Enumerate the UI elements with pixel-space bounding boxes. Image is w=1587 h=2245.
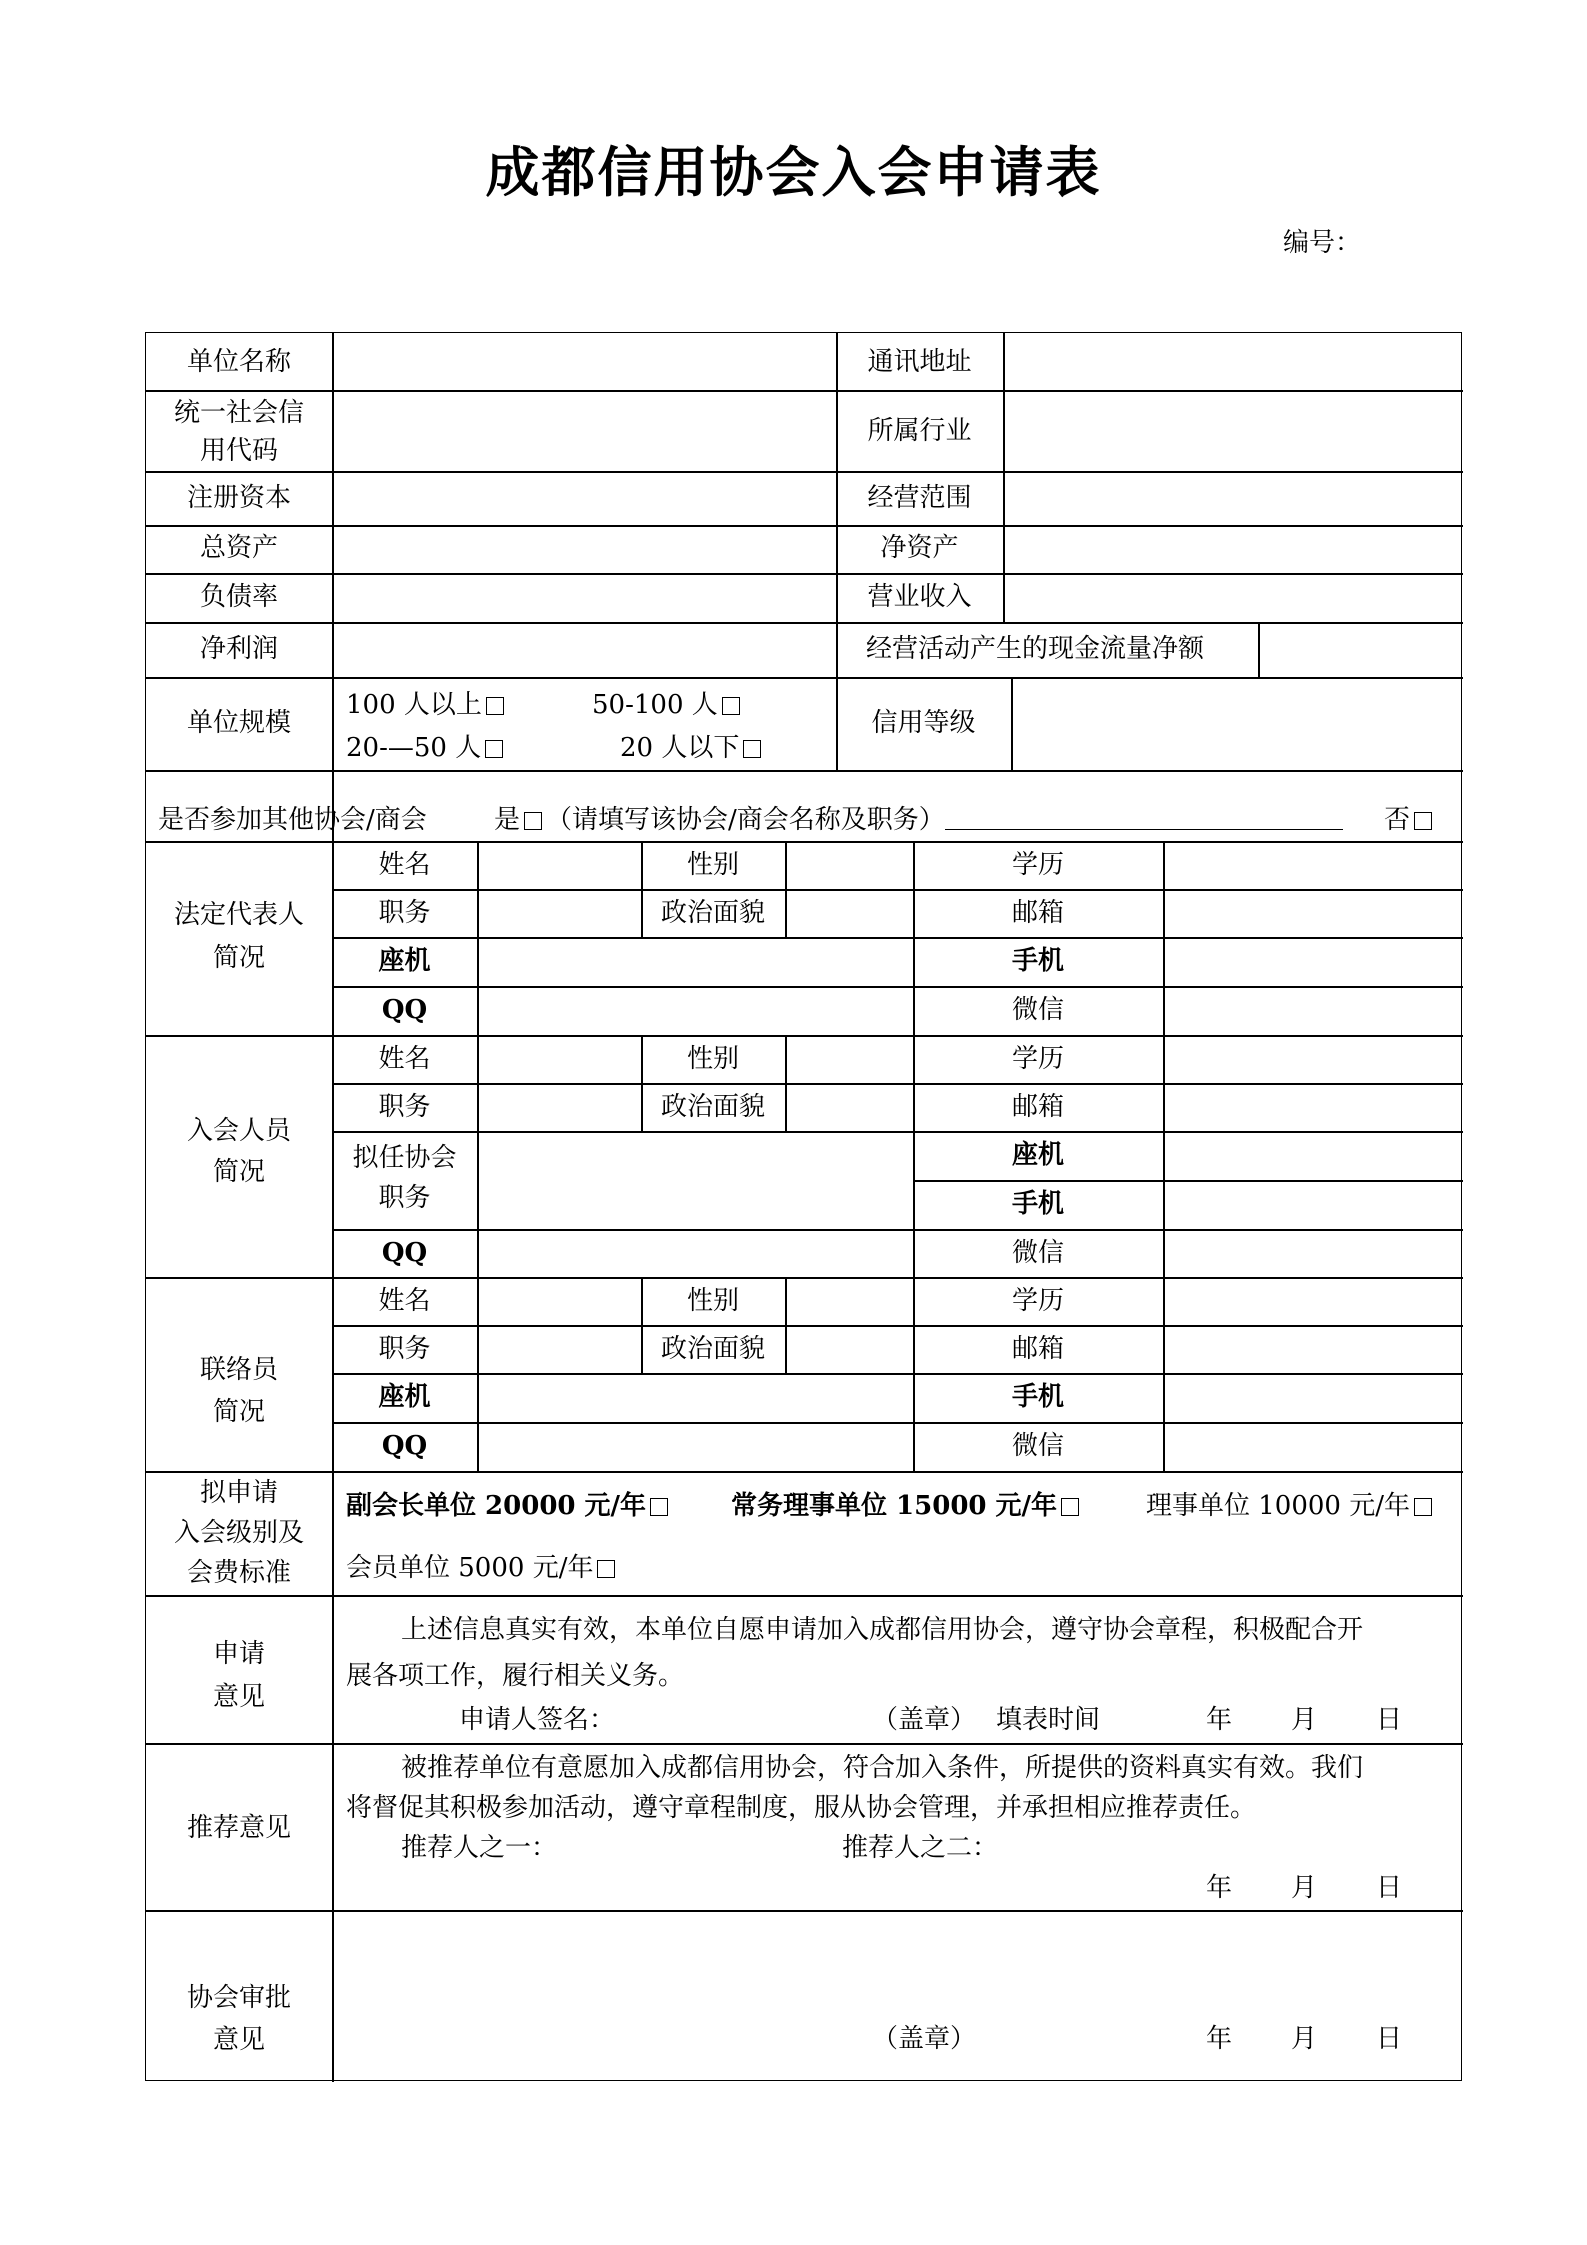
row-divider (332, 1325, 1463, 1327)
row-divider (332, 1229, 1463, 1231)
application-label-line2: 意见 (212, 1682, 265, 1712)
fill-time-label: 填表时间 (996, 1705, 1101, 1735)
membership-label-line1: 拟申请 (199, 1478, 278, 1508)
position-label: 职务 (378, 1092, 431, 1122)
year-label: 年 (1206, 1705, 1233, 1735)
day-label: 日 (1376, 1705, 1403, 1735)
row-divider (146, 622, 1463, 624)
email-label: 邮箱 (1011, 1092, 1064, 1122)
form-title: 成都信用协会入会申请表 (485, 140, 1102, 204)
position-label: 职务 (378, 1334, 431, 1364)
wechat-label: 微信 (1011, 1431, 1064, 1461)
political-label: 政治面貌 (660, 1092, 765, 1122)
landline-label: 座机 (1011, 1140, 1064, 1170)
column-divider (1163, 841, 1165, 1471)
landline-label: 座机 (378, 1382, 431, 1412)
row-divider (146, 677, 1463, 679)
checkbox[interactable] (485, 740, 503, 758)
industry-label: 所属行业 (867, 416, 972, 446)
month-label: 月 (1291, 2024, 1318, 2054)
row-divider (332, 986, 1463, 988)
total-assets-label: 总资产 (199, 533, 278, 563)
application-text-line1: 上述信息真实有效，本单位自愿申请加入成都信用协会，遵守协会章程，积极配合开 (401, 1615, 1364, 1645)
row-divider (332, 1131, 1463, 1133)
row-divider (146, 390, 1463, 392)
year-label: 年 (1206, 2024, 1233, 2054)
credit-rating-label: 信用等级 (871, 708, 976, 738)
wechat-label: 微信 (1011, 1238, 1064, 1268)
cash-flow-label: 经营活动产生的现金流量净额 (866, 634, 1205, 664)
membership-label-line3: 会费标准 (186, 1558, 291, 1588)
credit-code-label-line1: 统一社会信 (173, 398, 304, 428)
checkbox[interactable] (597, 1560, 615, 1578)
month-label: 月 (1291, 1873, 1318, 1903)
column-divider (1258, 622, 1260, 677)
membership-member[interactable]: 会员单位 5000 元/年 (346, 1551, 619, 1585)
unit-name-label: 单位名称 (186, 347, 291, 377)
member-label-line1: 入会人员 (186, 1116, 291, 1146)
mobile-label: 手机 (1011, 946, 1064, 976)
row-divider (146, 1743, 1463, 1745)
membership-vice-president[interactable]: 副会长单位 20000 元/年 (346, 1489, 672, 1523)
row-divider (146, 1910, 1463, 1912)
education-label: 学历 (1011, 1286, 1064, 1316)
registered-capital-label: 注册资本 (186, 483, 291, 513)
serial-number-label: 编号： (1283, 228, 1362, 258)
checkbox[interactable] (1414, 812, 1432, 830)
net-profit-label: 净利润 (199, 634, 278, 664)
row-divider (146, 1471, 1463, 1473)
member-label-line2: 简况 (212, 1157, 265, 1187)
row-divider (332, 889, 1463, 891)
recommender2-label: 推荐人之二： (842, 1833, 999, 1863)
scale-option-100-plus[interactable]: 100 人以上 (346, 688, 508, 722)
address-label: 通讯地址 (867, 347, 972, 377)
applicant-signature-label: 申请人签名： (459, 1705, 616, 1735)
approval-label-line1: 协会审批 (186, 1983, 291, 2013)
seal-label: （盖章） (872, 1705, 977, 1735)
proposed-position-label-line1: 拟任协会 (352, 1143, 457, 1173)
debt-ratio-label: 负债率 (199, 582, 278, 612)
year-label: 年 (1206, 1873, 1233, 1903)
contact-label-line2: 简况 (212, 1397, 265, 1427)
checkbox[interactable] (486, 697, 504, 715)
assoc-name-blank[interactable] (945, 807, 1343, 830)
application-text-line2: 展各项工作，履行相关义务。 (346, 1661, 685, 1691)
application-label-line1: 申请 (212, 1639, 265, 1669)
qq-label: QQ (381, 1238, 428, 1268)
landline-label: 座机 (378, 946, 431, 976)
column-divider (785, 1035, 787, 1132)
month-label: 月 (1291, 1705, 1318, 1735)
contact-label-line1: 联络员 (199, 1355, 278, 1385)
row-divider (146, 1035, 1463, 1037)
education-label: 学历 (1011, 850, 1064, 880)
row-divider (913, 1180, 1463, 1182)
membership-director[interactable]: 理事单位 10000 元/年 (1146, 1489, 1436, 1523)
recommend-text-line2: 将督促其积极参加活动，遵守章程制度，服从协会管理，并承担相应推荐责任。 (346, 1793, 1257, 1823)
mobile-label: 手机 (1011, 1189, 1064, 1219)
seal-label: （盖章） (872, 2024, 977, 2054)
checkbox[interactable] (1414, 1498, 1432, 1516)
political-label: 政治面貌 (660, 898, 765, 928)
checkbox[interactable] (1061, 1498, 1079, 1516)
row-divider (332, 1083, 1463, 1085)
gender-label: 性别 (686, 1044, 739, 1074)
email-label: 邮箱 (1011, 1334, 1064, 1364)
row-divider (146, 525, 1463, 527)
row-divider (332, 937, 1463, 939)
column-divider (477, 841, 479, 1471)
scale-option-20-50[interactable]: 20-—50 人 (346, 731, 507, 765)
name-label: 姓名 (378, 850, 431, 880)
position-label: 职务 (378, 898, 431, 928)
column-divider (785, 841, 787, 938)
recommender1-label: 推荐人之一： (401, 1833, 558, 1863)
row-divider (146, 573, 1463, 575)
recommend-label: 推荐意见 (186, 1813, 291, 1843)
legal-rep-label-line1: 法定代表人 (173, 900, 304, 930)
day-label: 日 (1376, 1873, 1403, 1903)
unit-scale-label: 单位规模 (186, 708, 291, 738)
business-scope-label: 经营范围 (867, 483, 972, 513)
row-divider (146, 471, 1463, 473)
membership-executive-director[interactable]: 常务理事单位 15000 元/年 (731, 1489, 1083, 1523)
day-label: 日 (1376, 2024, 1403, 2054)
wechat-label: 微信 (1011, 995, 1064, 1025)
membership-label-line2: 入会级别及 (173, 1518, 304, 1548)
political-label: 政治面貌 (660, 1334, 765, 1364)
column-divider (332, 333, 334, 841)
net-assets-label: 净资产 (880, 533, 959, 563)
other-assoc-yes[interactable]: 是 （请填写该协会/商会名称及职务） (494, 803, 1343, 837)
name-label: 姓名 (378, 1286, 431, 1316)
mobile-label: 手机 (1011, 1382, 1064, 1412)
legal-rep-label-line2: 简况 (212, 943, 265, 973)
name-label: 姓名 (378, 1044, 431, 1074)
other-assoc-label: 是否参加其他协会/商会 (158, 805, 427, 835)
checkbox[interactable] (524, 812, 542, 830)
row-divider (332, 1422, 1463, 1424)
checkbox[interactable] (743, 740, 761, 758)
gender-label: 性别 (686, 850, 739, 880)
revenue-label: 营业收入 (867, 582, 972, 612)
education-label: 学历 (1011, 1044, 1064, 1074)
application-form-table (145, 332, 1462, 2081)
approval-label-line2: 意见 (212, 2025, 265, 2055)
credit-code-label-line2: 用代码 (199, 436, 278, 466)
recommend-text-line1: 被推荐单位有意愿加入成都信用协会，符合加入条件，所提供的资料真实有效。我们 (401, 1753, 1364, 1783)
column-divider (1003, 333, 1005, 622)
column-divider (1011, 677, 1013, 770)
checkbox[interactable] (722, 697, 740, 715)
checkbox[interactable] (650, 1498, 668, 1516)
scale-option-under-20[interactable]: 20 人以下 (620, 731, 765, 765)
other-assoc-no[interactable]: 否 (1384, 803, 1436, 837)
scale-option-50-100[interactable]: 50-100 人 (592, 688, 744, 722)
qq-label: QQ (381, 995, 428, 1025)
qq-label: QQ (381, 1431, 428, 1461)
gender-label: 性别 (686, 1286, 739, 1316)
row-divider (146, 1595, 1463, 1597)
column-divider (785, 1277, 787, 1374)
row-divider (146, 1277, 1463, 1279)
row-divider (146, 841, 1463, 843)
row-divider (332, 1373, 1463, 1375)
proposed-position-label-line2: 职务 (378, 1183, 431, 1213)
email-label: 邮箱 (1011, 898, 1064, 928)
row-divider (146, 770, 1463, 772)
